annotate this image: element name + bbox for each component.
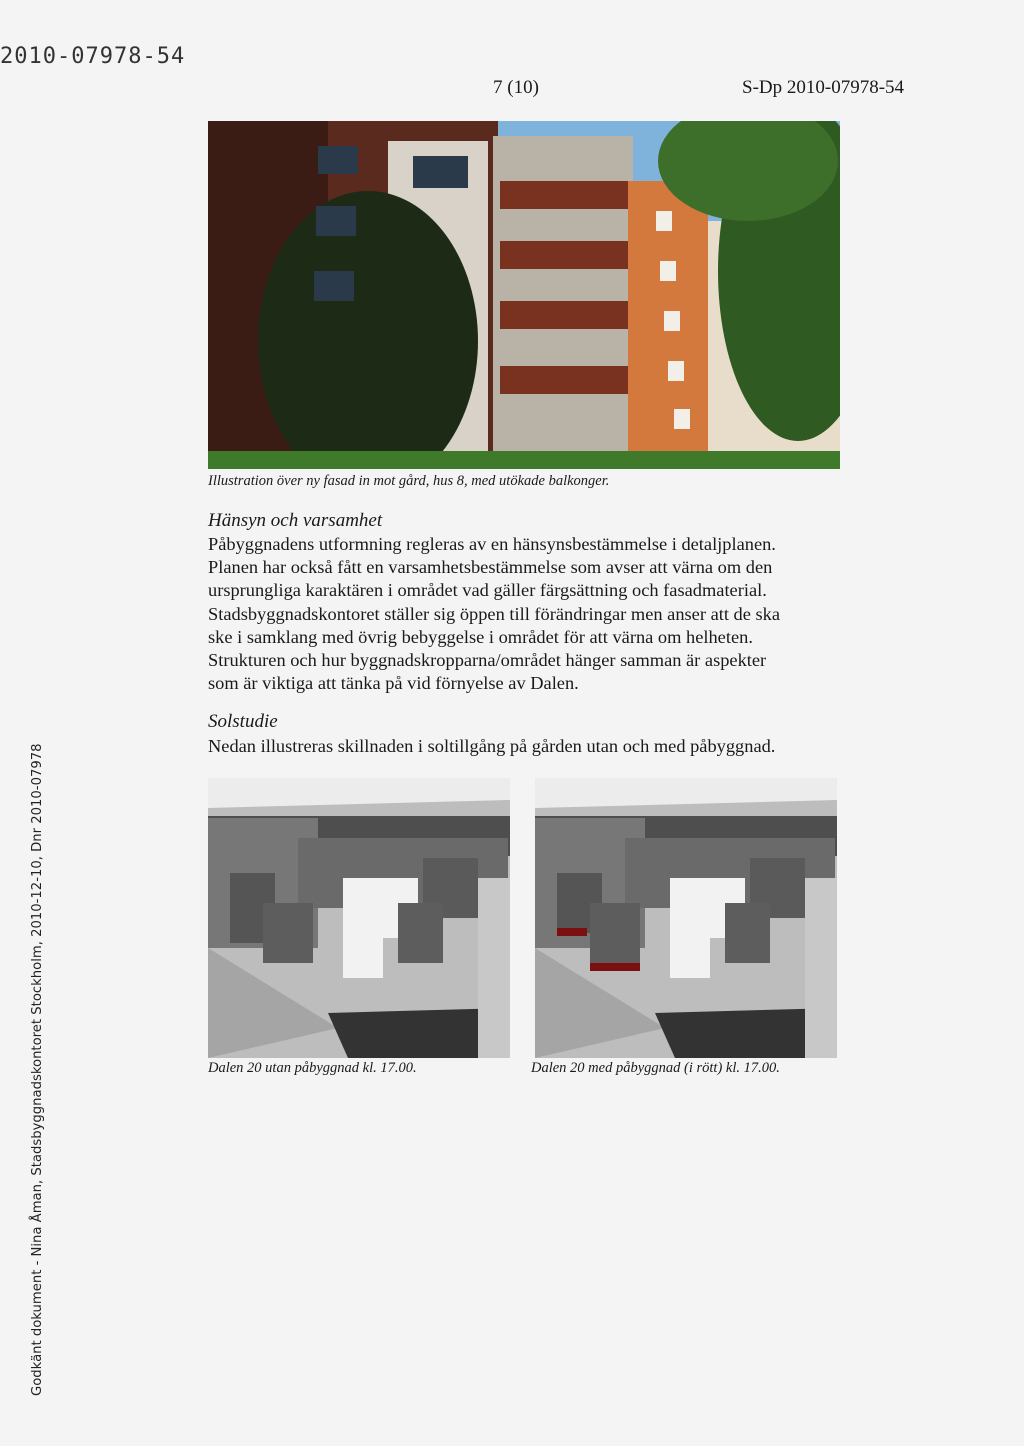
sun-study-caption-right: Dalen 20 med påbyggnad (i rött) kl. 17.00. bbox=[531, 1060, 780, 1076]
document-stamp: 2010-07978-54 bbox=[0, 44, 186, 69]
page-number: 7 (10) bbox=[493, 77, 539, 98]
sun-study-diagram bbox=[208, 778, 510, 1058]
section-heading-solstudie: Solstudie bbox=[208, 711, 278, 732]
approval-side-note: Godkänt dokument - Nina Åman, Stadsbyggnadskontoret Stockholm, 2010-12-10, Dnr 2010-07978 bbox=[30, 743, 45, 1396]
photo-caption: Illustration över ny fasad in mot gård, hus 8, med utökade balkonger. bbox=[208, 473, 610, 489]
sun-study-caption-left: Dalen 20 utan påbyggnad kl. 17.00. bbox=[208, 1060, 417, 1076]
paragraph-line: Stadsbyggnadskontoret ställer sig öppen till förändringar men anser att de ska bbox=[208, 603, 781, 624]
paragraph-line: Nedan illustreras skillnaden i soltillgång på gården utan och med påbyggnad. bbox=[208, 736, 776, 756]
document-reference: S-Dp 2010-07978-54 bbox=[742, 77, 905, 98]
paragraph-line: Påbyggnadens utformning regleras av en hänsynsbestämmelse i detaljplanen. bbox=[208, 534, 776, 554]
paragraph-line: som är viktiga att tänka på vid förnyelse av Dalen. bbox=[208, 673, 579, 694]
section-heading-hansyn: Hänsyn och varsamhet bbox=[208, 510, 383, 531]
sun-study-diagram bbox=[535, 778, 837, 1058]
paragraph-line: Strukturen och hur byggnadskropparna/området hänger samman är aspekter bbox=[208, 650, 767, 671]
paragraph-line: ske i samklang med övrig bebyggelse i området för att värna om helheten. bbox=[208, 626, 753, 647]
facade-illustration bbox=[208, 121, 840, 469]
sun-study-without-addition bbox=[208, 778, 510, 1058]
section-paragraph-solstudie bbox=[208, 735, 848, 758]
paragraph-line: Planen har också fått en varsamhetsbestämmelse som avser att värna om den bbox=[208, 557, 773, 578]
section-paragraph-hansyn bbox=[208, 533, 848, 695]
paragraph-line: ursprungliga karaktären i området vad gäller färgsättning och fasadmaterial. bbox=[208, 580, 767, 601]
facade-photo bbox=[208, 121, 840, 469]
sun-study-with-addition bbox=[535, 778, 837, 1058]
